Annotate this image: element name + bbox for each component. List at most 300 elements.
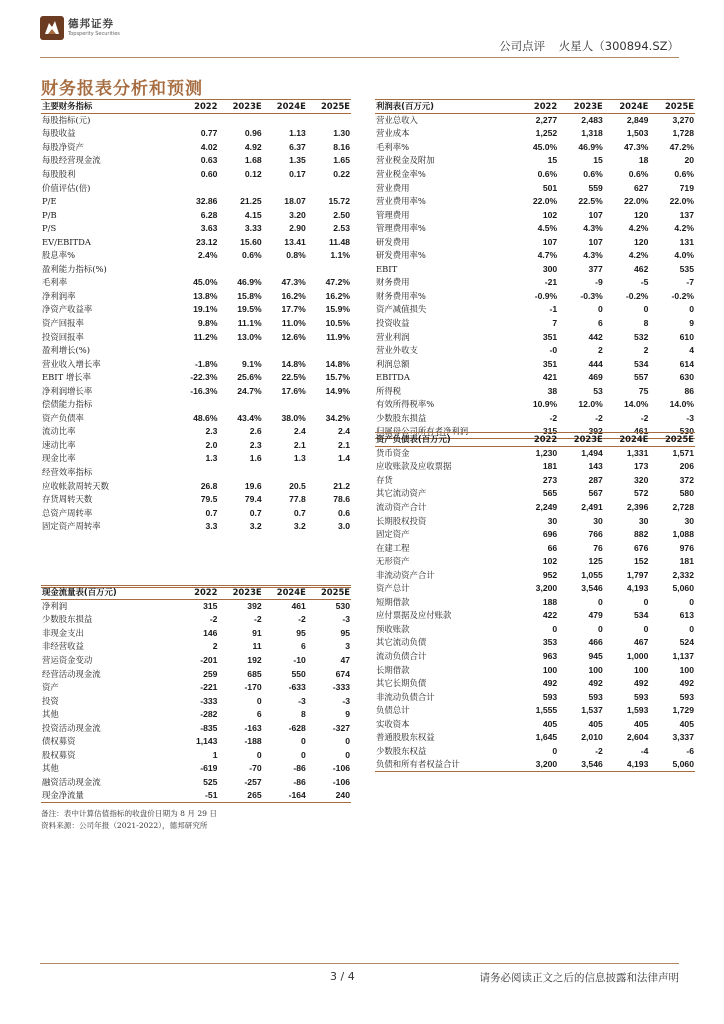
table-row bbox=[41, 181, 351, 195]
cell-value: 13.41 bbox=[284, 236, 306, 247]
cell-value: 12.6% bbox=[281, 331, 306, 342]
row-label bbox=[41, 547, 174, 561]
table-title: 资产负债表(百万元) bbox=[375, 433, 513, 447]
cell-value: 2,604 bbox=[626, 732, 649, 743]
cell-value: -3 bbox=[686, 412, 694, 423]
row-label: 投资收益 bbox=[376, 317, 410, 328]
cell-value: 0.6% bbox=[583, 168, 603, 179]
table-row bbox=[41, 208, 351, 222]
row-label: 每股股利 bbox=[42, 168, 76, 179]
cell-value: 405 bbox=[634, 718, 649, 729]
cell-value: -327 bbox=[332, 722, 350, 733]
cell-value: 6 bbox=[598, 317, 603, 328]
cell-value: 2.90 bbox=[289, 223, 306, 234]
cell-value: 492 bbox=[542, 678, 558, 689]
cell-value: 2.53 bbox=[333, 223, 350, 234]
cell-value: 492 bbox=[679, 678, 694, 689]
cell-value: 9 bbox=[345, 709, 350, 720]
cell-value: 22.5% bbox=[578, 196, 603, 207]
cell-value: 952 bbox=[542, 569, 558, 580]
cell-value: 181 bbox=[679, 556, 694, 567]
cell-value: 3.2 bbox=[249, 521, 262, 532]
cell-value: -70 bbox=[249, 763, 262, 774]
cell-value: 24.7% bbox=[237, 385, 262, 396]
cell-value: 16.2% bbox=[325, 290, 350, 301]
table-row bbox=[375, 609, 695, 623]
cell-value: 287 bbox=[588, 474, 603, 485]
year-header: 2024E bbox=[263, 586, 307, 600]
cell-value: 259 bbox=[203, 668, 218, 679]
cell-value: 2.6 bbox=[249, 426, 262, 437]
table-row bbox=[375, 528, 695, 542]
row-label: 管理费用 bbox=[376, 209, 410, 220]
cell-value: 1,571 bbox=[672, 448, 694, 459]
table-row bbox=[375, 330, 695, 344]
cell-value: 462 bbox=[634, 263, 649, 274]
cell-value: 11.9% bbox=[326, 331, 350, 342]
row-label: 管理费用率% bbox=[376, 223, 426, 234]
cell-value: 11.1% bbox=[237, 317, 262, 328]
cell-value: 2,249 bbox=[535, 501, 558, 512]
cell-value: 492 bbox=[634, 678, 649, 689]
cell-value: 392 bbox=[558, 425, 604, 439]
cell-value: 6.37 bbox=[289, 141, 306, 152]
cell-value bbox=[218, 398, 262, 412]
row-label: P/S bbox=[42, 223, 57, 234]
cell-value: 613 bbox=[679, 610, 694, 621]
cell-value: -163 bbox=[244, 722, 262, 733]
table-row bbox=[41, 479, 351, 493]
cell-value: 1,645 bbox=[535, 732, 558, 743]
row-label: 短期借款 bbox=[376, 596, 410, 607]
cell-value: 4,193 bbox=[626, 583, 649, 594]
table-row bbox=[41, 627, 351, 641]
cell-value: 2 bbox=[598, 345, 603, 356]
cell-value: 45.0% bbox=[193, 277, 218, 288]
cell-value bbox=[218, 114, 262, 128]
row-label: 研发费用率% bbox=[376, 250, 426, 261]
cell-value: 4.0% bbox=[674, 250, 694, 261]
cell-value: 1,331 bbox=[626, 448, 649, 459]
cell-value bbox=[174, 547, 218, 561]
table-row bbox=[375, 357, 695, 371]
table-row bbox=[41, 493, 351, 507]
table-row bbox=[375, 568, 695, 582]
cell-value: 273 bbox=[542, 474, 558, 485]
year-header: 2023E bbox=[218, 586, 262, 600]
table-row bbox=[375, 249, 695, 263]
table-row bbox=[375, 222, 695, 236]
cell-value: 3,337 bbox=[672, 732, 694, 743]
cell-value: 3.63 bbox=[200, 223, 218, 234]
cell-value: -201 bbox=[200, 654, 218, 665]
cell-value: 422 bbox=[542, 610, 558, 621]
cell-value: 0 bbox=[345, 736, 350, 747]
row-label: 每股收益 bbox=[42, 128, 76, 139]
table-row bbox=[41, 344, 351, 358]
cell-value: 4.15 bbox=[244, 209, 262, 220]
cell-value: 1,318 bbox=[581, 128, 603, 139]
row-label: 盈利增长(%) bbox=[42, 345, 90, 356]
row-label: EBIT bbox=[376, 263, 398, 274]
table-row bbox=[375, 263, 695, 277]
cell-value: 15 bbox=[547, 155, 558, 166]
table-row bbox=[41, 749, 351, 763]
cell-value: 0.17 bbox=[289, 168, 306, 179]
cell-value: 963 bbox=[542, 650, 558, 661]
cell-value: 442 bbox=[588, 331, 603, 342]
cell-value: 3,200 bbox=[513, 758, 559, 772]
cell-value: 206 bbox=[679, 461, 694, 472]
cell-value: 4.92 bbox=[244, 141, 262, 152]
cell-value: -1 bbox=[549, 304, 558, 315]
table-row bbox=[375, 731, 695, 745]
table-row bbox=[41, 466, 351, 480]
cell-value: 181 bbox=[542, 461, 558, 472]
cell-value bbox=[174, 114, 218, 128]
cell-value: 15.9% bbox=[325, 304, 350, 315]
table-row bbox=[375, 758, 695, 772]
cell-value: 532 bbox=[634, 331, 649, 342]
header-divider bbox=[40, 57, 679, 58]
cell-value: 2,849 bbox=[626, 115, 649, 126]
footer-divider bbox=[40, 963, 679, 964]
cell-value: 8 bbox=[301, 709, 306, 720]
cell-value: -2 bbox=[549, 412, 558, 423]
cell-value: 1,555 bbox=[535, 705, 558, 716]
table-row bbox=[41, 547, 351, 561]
table-row bbox=[41, 667, 351, 681]
table-row bbox=[41, 694, 351, 708]
cell-value bbox=[263, 561, 307, 575]
row-label: 投资 bbox=[42, 695, 59, 706]
cell-value: 12.0% bbox=[578, 399, 603, 410]
cell-value: 7 bbox=[552, 317, 558, 328]
cell-value bbox=[174, 263, 218, 277]
year-header: 2023E bbox=[558, 100, 604, 114]
cell-value: 2,010 bbox=[581, 732, 603, 743]
cell-value: 593 bbox=[542, 691, 558, 702]
cell-value bbox=[174, 181, 218, 195]
table-row bbox=[41, 776, 351, 790]
table-row bbox=[41, 425, 351, 439]
table-row bbox=[375, 541, 695, 555]
page-number: 3 / 4 bbox=[330, 970, 355, 983]
cell-value: 593 bbox=[679, 691, 694, 702]
cell-value: 102 bbox=[542, 209, 558, 220]
cell-value: 46.9% bbox=[237, 277, 262, 288]
main-indicators-table bbox=[41, 99, 351, 588]
cell-value: 10.5% bbox=[325, 317, 350, 328]
cell-value: 173 bbox=[634, 461, 649, 472]
note-line: 备注：表中计算估值指标的收盘价日期为 8 月 29 日 bbox=[41, 809, 218, 818]
cell-value: -0.2% bbox=[671, 290, 694, 301]
cell-value: 0 bbox=[345, 749, 350, 760]
cell-value bbox=[307, 533, 351, 547]
cell-value: 13.0% bbox=[237, 331, 262, 342]
table-row bbox=[41, 681, 351, 695]
cell-value: 18 bbox=[638, 155, 649, 166]
cell-value: -257 bbox=[244, 776, 262, 787]
cell-value: 1.30 bbox=[333, 128, 350, 139]
cell-value: 240 bbox=[307, 789, 351, 803]
cell-value: 11.0% bbox=[281, 317, 306, 328]
table-row bbox=[41, 195, 351, 209]
table-row bbox=[375, 127, 695, 141]
year-header: 2024E bbox=[604, 100, 650, 114]
cell-value: 572 bbox=[634, 488, 649, 499]
row-label: 经营效率指标 bbox=[42, 466, 93, 477]
cell-value: 30 bbox=[593, 515, 603, 526]
row-label: 资产减值损失 bbox=[376, 304, 427, 315]
table-row bbox=[41, 154, 351, 168]
cell-value: 466 bbox=[588, 637, 603, 648]
cell-value: 46.9% bbox=[578, 141, 603, 152]
row-label: 营业外收支 bbox=[376, 345, 418, 356]
cell-value: -3 bbox=[342, 614, 350, 625]
table-row bbox=[375, 636, 695, 650]
cell-value: 4.5% bbox=[537, 223, 558, 234]
table-row bbox=[375, 677, 695, 691]
cell-value: 0.63 bbox=[200, 155, 218, 166]
cell-value: -2 bbox=[209, 614, 218, 625]
cell-value bbox=[263, 114, 307, 128]
cell-value: 1.6 bbox=[249, 453, 262, 464]
cell-value: 0.77 bbox=[200, 128, 218, 139]
cell-value: 20 bbox=[684, 155, 694, 166]
row-label: EBITDA bbox=[376, 372, 410, 383]
table-row bbox=[375, 114, 695, 128]
table-row bbox=[41, 249, 351, 263]
table-row bbox=[375, 650, 695, 664]
cell-value: 0.6% bbox=[674, 168, 694, 179]
cell-value: 696 bbox=[542, 529, 558, 540]
cell-value: 188 bbox=[542, 596, 558, 607]
cell-value: -835 bbox=[200, 722, 218, 733]
cell-value: 0 bbox=[643, 623, 649, 634]
table-row bbox=[41, 235, 351, 249]
row-label: 现金净流量 bbox=[41, 789, 174, 803]
cell-value: 14.0% bbox=[624, 399, 649, 410]
cell-value: 0 bbox=[598, 304, 603, 315]
cell-value: -4 bbox=[640, 745, 649, 756]
row-label: 盈利能力指标(%) bbox=[42, 263, 107, 274]
cell-value: 2.3 bbox=[205, 426, 218, 437]
cell-value: -9 bbox=[595, 277, 603, 288]
table-row bbox=[41, 506, 351, 520]
table-row bbox=[375, 303, 695, 317]
year-header: 2023E bbox=[558, 433, 604, 447]
table-row bbox=[375, 371, 695, 385]
cell-value: 674 bbox=[335, 668, 350, 679]
cell-value: 315 bbox=[203, 601, 218, 612]
cell-value: 945 bbox=[588, 650, 603, 661]
row-label: 固定资产周转率 bbox=[42, 521, 101, 532]
cell-value: 19.5% bbox=[237, 304, 262, 315]
cell-value: 0.7 bbox=[205, 507, 218, 518]
table-row bbox=[41, 721, 351, 735]
cell-value: 22.0% bbox=[532, 196, 558, 207]
cell-value: 2 bbox=[212, 641, 218, 652]
cell-value bbox=[174, 398, 218, 412]
cell-value: 2 bbox=[643, 345, 649, 356]
cell-value: 4.2% bbox=[628, 223, 649, 234]
cell-value: 534 bbox=[634, 610, 649, 621]
cell-value: 1.1% bbox=[330, 250, 350, 261]
cell-value: 143 bbox=[588, 461, 603, 472]
row-label: 其它长期负债 bbox=[376, 678, 427, 689]
table-row bbox=[375, 290, 695, 304]
table-row bbox=[41, 613, 351, 627]
cell-value: 630 bbox=[679, 372, 694, 383]
cell-value: 1,503 bbox=[626, 128, 649, 139]
cell-value: 10.9% bbox=[532, 399, 558, 410]
row-label: 其他 bbox=[42, 709, 59, 720]
year-header: 2025E bbox=[649, 100, 695, 114]
table-row bbox=[41, 520, 351, 534]
cell-value: 38 bbox=[547, 385, 558, 396]
cell-value: 530 bbox=[649, 425, 695, 439]
row-label: 价值评估(倍) bbox=[42, 182, 91, 193]
row-label: 固定资产 bbox=[376, 529, 410, 540]
cell-value: -628 bbox=[288, 722, 306, 733]
cell-value: -221 bbox=[200, 682, 218, 693]
cell-value: 14.8% bbox=[325, 358, 350, 369]
source-line: 资料来源：公司年报（2021-2022），德邦研究所 bbox=[41, 821, 208, 830]
cell-value bbox=[307, 263, 351, 277]
cell-value: 0.6 bbox=[338, 507, 350, 518]
cell-value: 15.72 bbox=[328, 196, 350, 207]
cell-value: 405 bbox=[542, 718, 558, 729]
cell-value: 3,546 bbox=[581, 583, 603, 594]
cell-value: 0.96 bbox=[244, 128, 262, 139]
cash-flow-table bbox=[41, 585, 351, 803]
cell-value: 16.2% bbox=[281, 290, 306, 301]
cell-value: 47 bbox=[340, 654, 350, 665]
cell-value: 38.0% bbox=[281, 412, 306, 423]
table-row bbox=[375, 384, 695, 398]
cell-value: -51 bbox=[174, 789, 218, 803]
cell-value: 22.5% bbox=[281, 372, 306, 383]
table-row bbox=[375, 717, 695, 731]
row-label: 应收账款及应收票据 bbox=[376, 461, 452, 472]
cell-value: 2,728 bbox=[672, 501, 694, 512]
row-label: 每股经营现金流 bbox=[42, 155, 101, 166]
table-row bbox=[41, 533, 351, 547]
cell-value: 3.0 bbox=[338, 521, 350, 532]
row-label: 营业税金及附加 bbox=[376, 155, 435, 166]
row-label: 存货周转天数 bbox=[42, 494, 93, 505]
report-header bbox=[499, 38, 679, 54]
row-label: 应收帐款周转天数 bbox=[42, 480, 109, 491]
row-label: 其它流动资产 bbox=[376, 488, 427, 499]
row-label: 营运资金变动 bbox=[42, 654, 93, 665]
cell-value: 0 bbox=[689, 623, 694, 634]
row-label: 非流动资产合计 bbox=[376, 569, 435, 580]
cell-value bbox=[307, 181, 351, 195]
cell-value: 43.4% bbox=[237, 412, 262, 423]
row-label: 营业成本 bbox=[376, 128, 410, 139]
cell-value: -86 bbox=[293, 776, 306, 787]
table-title: 主要财务指标 bbox=[41, 100, 174, 114]
cell-value bbox=[218, 263, 262, 277]
table-row bbox=[41, 561, 351, 575]
row-label: P/B bbox=[42, 209, 57, 220]
balance-sheet-table bbox=[375, 432, 695, 772]
cell-value: 15 bbox=[593, 155, 603, 166]
cell-value: -16.3% bbox=[190, 385, 218, 396]
row-label: 流动比率 bbox=[42, 426, 76, 437]
cell-value: -0.9% bbox=[534, 290, 558, 301]
cell-value: 4 bbox=[689, 345, 694, 356]
cell-value bbox=[218, 466, 262, 480]
table-notes bbox=[41, 808, 217, 832]
row-label: 净利润增长率 bbox=[42, 385, 93, 396]
row-label: 研发费用 bbox=[376, 236, 410, 247]
cell-value: 0.7 bbox=[249, 507, 262, 518]
cell-value: 79.5 bbox=[200, 494, 218, 505]
table-row bbox=[375, 181, 695, 195]
cell-value: 567 bbox=[588, 488, 603, 499]
cell-value bbox=[263, 533, 307, 547]
cell-value: 461 bbox=[604, 425, 650, 439]
cell-value: 1,000 bbox=[626, 650, 649, 661]
table-row bbox=[375, 555, 695, 569]
cell-value: 4.3% bbox=[583, 223, 603, 234]
cell-value: 4.2% bbox=[674, 223, 694, 234]
cell-value: 47.3% bbox=[624, 141, 649, 152]
cell-value: -5 bbox=[640, 277, 649, 288]
cell-value bbox=[218, 181, 262, 195]
cell-value: 525 bbox=[203, 776, 218, 787]
row-label: 每股净资产 bbox=[42, 141, 84, 152]
table-row bbox=[375, 195, 695, 209]
cell-value: 15.60 bbox=[240, 236, 262, 247]
cell-value: 550 bbox=[291, 668, 306, 679]
cell-value: -6 bbox=[686, 745, 694, 756]
cell-value: 559 bbox=[588, 182, 603, 193]
cell-value: 535 bbox=[679, 263, 694, 274]
cell-value: 107 bbox=[542, 236, 558, 247]
cell-value: 91 bbox=[252, 627, 262, 638]
cell-value: 372 bbox=[679, 474, 694, 485]
cell-value: 100 bbox=[542, 664, 558, 675]
brand-logo-icon bbox=[40, 16, 64, 40]
table-row bbox=[375, 276, 695, 290]
cell-value: 421 bbox=[542, 372, 558, 383]
cell-value: 86 bbox=[684, 385, 694, 396]
cell-value: 0 bbox=[598, 623, 603, 634]
cell-value: 30 bbox=[547, 515, 558, 526]
row-label: 净利润率 bbox=[42, 290, 76, 301]
cell-value: 0 bbox=[301, 749, 306, 760]
cell-value: 1,230 bbox=[535, 448, 558, 459]
cell-value: 102 bbox=[542, 556, 558, 567]
cell-value: 66 bbox=[547, 542, 558, 553]
cell-value: 107 bbox=[588, 209, 603, 220]
cell-value bbox=[307, 547, 351, 561]
row-label: 融资活动现金流 bbox=[42, 776, 101, 787]
row-label: 流动负债合计 bbox=[376, 650, 427, 661]
year-header: 2024E bbox=[604, 433, 650, 447]
cell-value: 17.7% bbox=[281, 304, 306, 315]
cell-value: 14.0% bbox=[669, 399, 694, 410]
cell-value: 1,137 bbox=[672, 650, 694, 661]
table-row bbox=[41, 371, 351, 385]
cell-value bbox=[174, 466, 218, 480]
cell-value bbox=[263, 466, 307, 480]
cell-value: 0.22 bbox=[333, 168, 350, 179]
